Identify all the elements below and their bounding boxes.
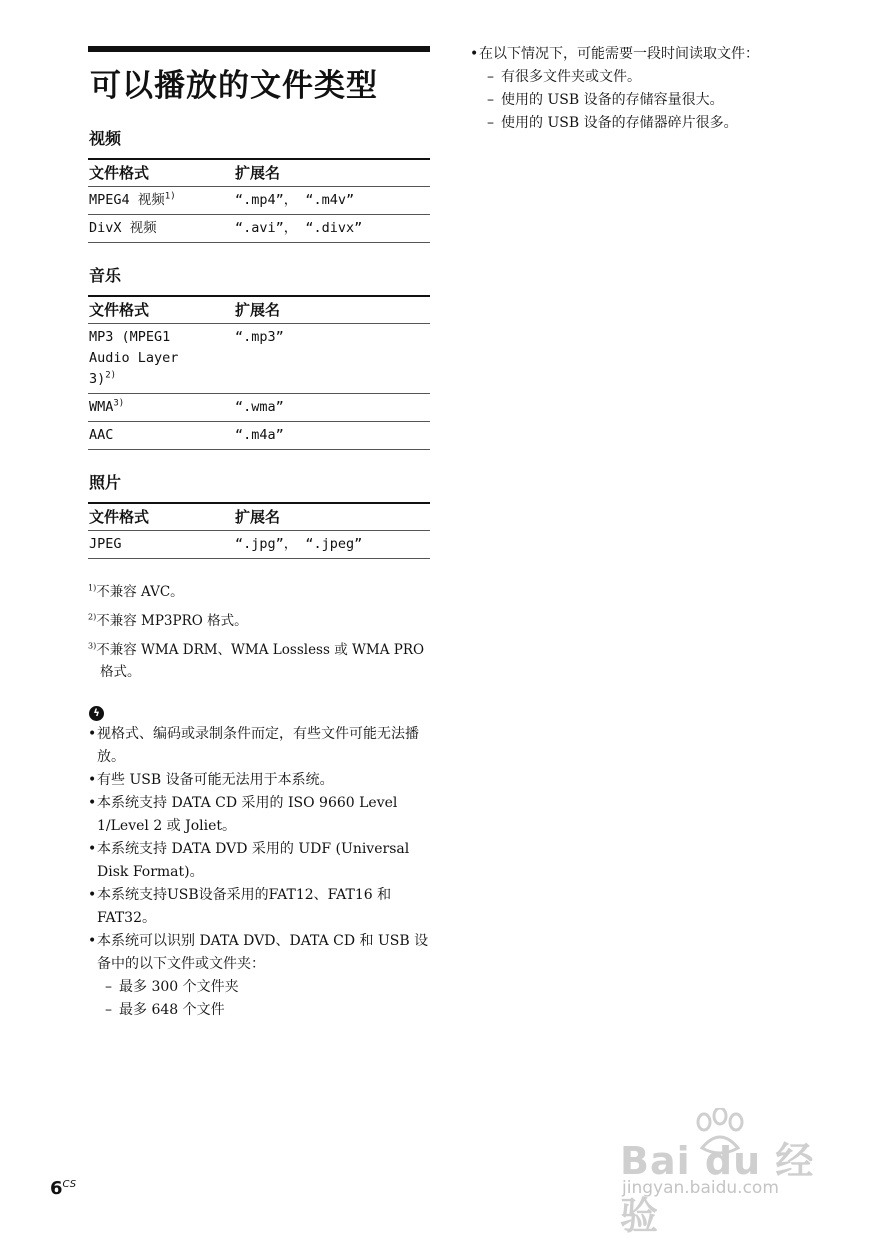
footnotes xyxy=(88,581,430,683)
footnote-3: $^{3)}$不兼容 WMA DRM、WMA Lossless 或 WMA PRO 格式。 xyxy=(88,641,425,680)
extension-cell: “.mp4”， “.m4v” xyxy=(234,187,430,215)
format-cell: JPEG xyxy=(88,531,234,559)
tips-section xyxy=(88,690,430,1022)
page-title: 可以播放的文件类型 xyxy=(90,68,378,104)
format-cell: WMA$^{3)}$ xyxy=(88,394,234,422)
tip-icon: ϟ xyxy=(89,706,104,721)
reading-time-sub-list xyxy=(479,66,810,135)
table-row xyxy=(88,422,430,450)
list-item: • 在以下情况下，可能需要一段时间读取文件： – 有很多文件夹或文件。 – 使用的 USB 设备的存储容量很大。 – 使用的 USB 设备的存储器碎片很多。 xyxy=(470,43,810,135)
format-cell: DivX 视频 xyxy=(88,215,234,243)
footnote-2: $^{2)}$不兼容 MP3PRO 格式。 xyxy=(88,612,248,629)
table-row xyxy=(88,531,430,559)
video-heading: 视频 xyxy=(89,129,122,148)
tips-list xyxy=(88,723,430,1022)
extension-cell: “.jpg”， “.jpeg” xyxy=(234,531,430,559)
table-row xyxy=(88,324,430,394)
right-column xyxy=(470,43,810,135)
list-item: • 本系统支持 DATA CD 采用的 ISO 9660 Level 1/Level 2 或 Joliet。 xyxy=(88,792,430,838)
extension-column-header: 扩展名 xyxy=(234,503,430,531)
photo-section xyxy=(88,472,430,559)
format-column-header: 文件格式 xyxy=(88,296,234,324)
list-item: • 有些 USB 设备可能无法用于本系统。 xyxy=(88,769,430,792)
photo-heading: 照片 xyxy=(89,473,122,492)
sub-list-item: – 最多 648 个文件 xyxy=(105,999,430,1022)
extension-cell: “.avi”， “.divx” xyxy=(234,215,430,243)
sub-list-item: – 最多 300 个文件夹 xyxy=(105,976,430,999)
music-section xyxy=(88,265,430,450)
list-item: • 视格式、编码或录制条件而定，有些文件可能无法播放。 xyxy=(88,723,430,769)
page-number: $6^{CS}$ xyxy=(50,1178,77,1199)
extension-cell: “.m4a” xyxy=(234,422,430,450)
music-table xyxy=(88,295,430,450)
music-heading: 音乐 xyxy=(89,266,122,285)
watermark-url: jingyan.baidu.com xyxy=(622,1178,779,1198)
format-cell: AAC xyxy=(88,422,234,450)
table-header-row xyxy=(88,296,430,324)
table-header-row xyxy=(88,503,430,531)
list-item: • 本系统可以识别 DATA DVD、DATA CD 和 USB 设备中的以下文件或文件夹： – 最多 300 个文件夹 – 最多 648 个文件 xyxy=(88,930,430,1022)
video-section xyxy=(88,128,430,243)
extension-cell: “.wma” xyxy=(234,394,430,422)
table-row xyxy=(88,394,430,422)
format-cell: MP3 (MPEG1 Audio Layer 3)$^{2)}$ xyxy=(88,324,234,394)
list-item: • 本系统支持 DATA DVD 采用的 UDF (Universal Disk Format)。 xyxy=(88,838,430,884)
left-column xyxy=(88,46,430,1022)
tips-sub-list xyxy=(97,976,430,1022)
format-column-header: 文件格式 xyxy=(88,503,234,531)
watermark-brand: Bai du 经验 xyxy=(620,1139,815,1238)
sub-list-item: – 有很多文件夹或文件。 xyxy=(487,66,810,89)
sub-list-item: – 使用的 USB 设备的存储容量很大。 xyxy=(487,89,810,112)
photo-table xyxy=(88,502,430,559)
title-rule xyxy=(88,46,430,52)
table-header-row xyxy=(88,159,430,187)
table-row xyxy=(88,187,430,215)
table-row xyxy=(88,215,430,243)
format-cell: MPEG4 视频$^{1)}$ xyxy=(88,187,234,215)
extension-column-header: 扩展名 xyxy=(234,296,430,324)
extension-column-header: 扩展名 xyxy=(234,159,430,187)
sub-list-item: – 使用的 USB 设备的存储器碎片很多。 xyxy=(487,112,810,135)
extension-cell: “.mp3” xyxy=(234,324,430,394)
list-item: • 本系统支持USB设备采用的FAT12、FAT16 和 FAT32。 xyxy=(88,884,430,930)
reading-time-list xyxy=(470,43,810,135)
video-table xyxy=(88,158,430,243)
baidu-watermark xyxy=(620,1100,840,1238)
footnote-1: $^{1)}$不兼容 AVC。 xyxy=(88,583,184,600)
format-column-header: 文件格式 xyxy=(88,159,234,187)
